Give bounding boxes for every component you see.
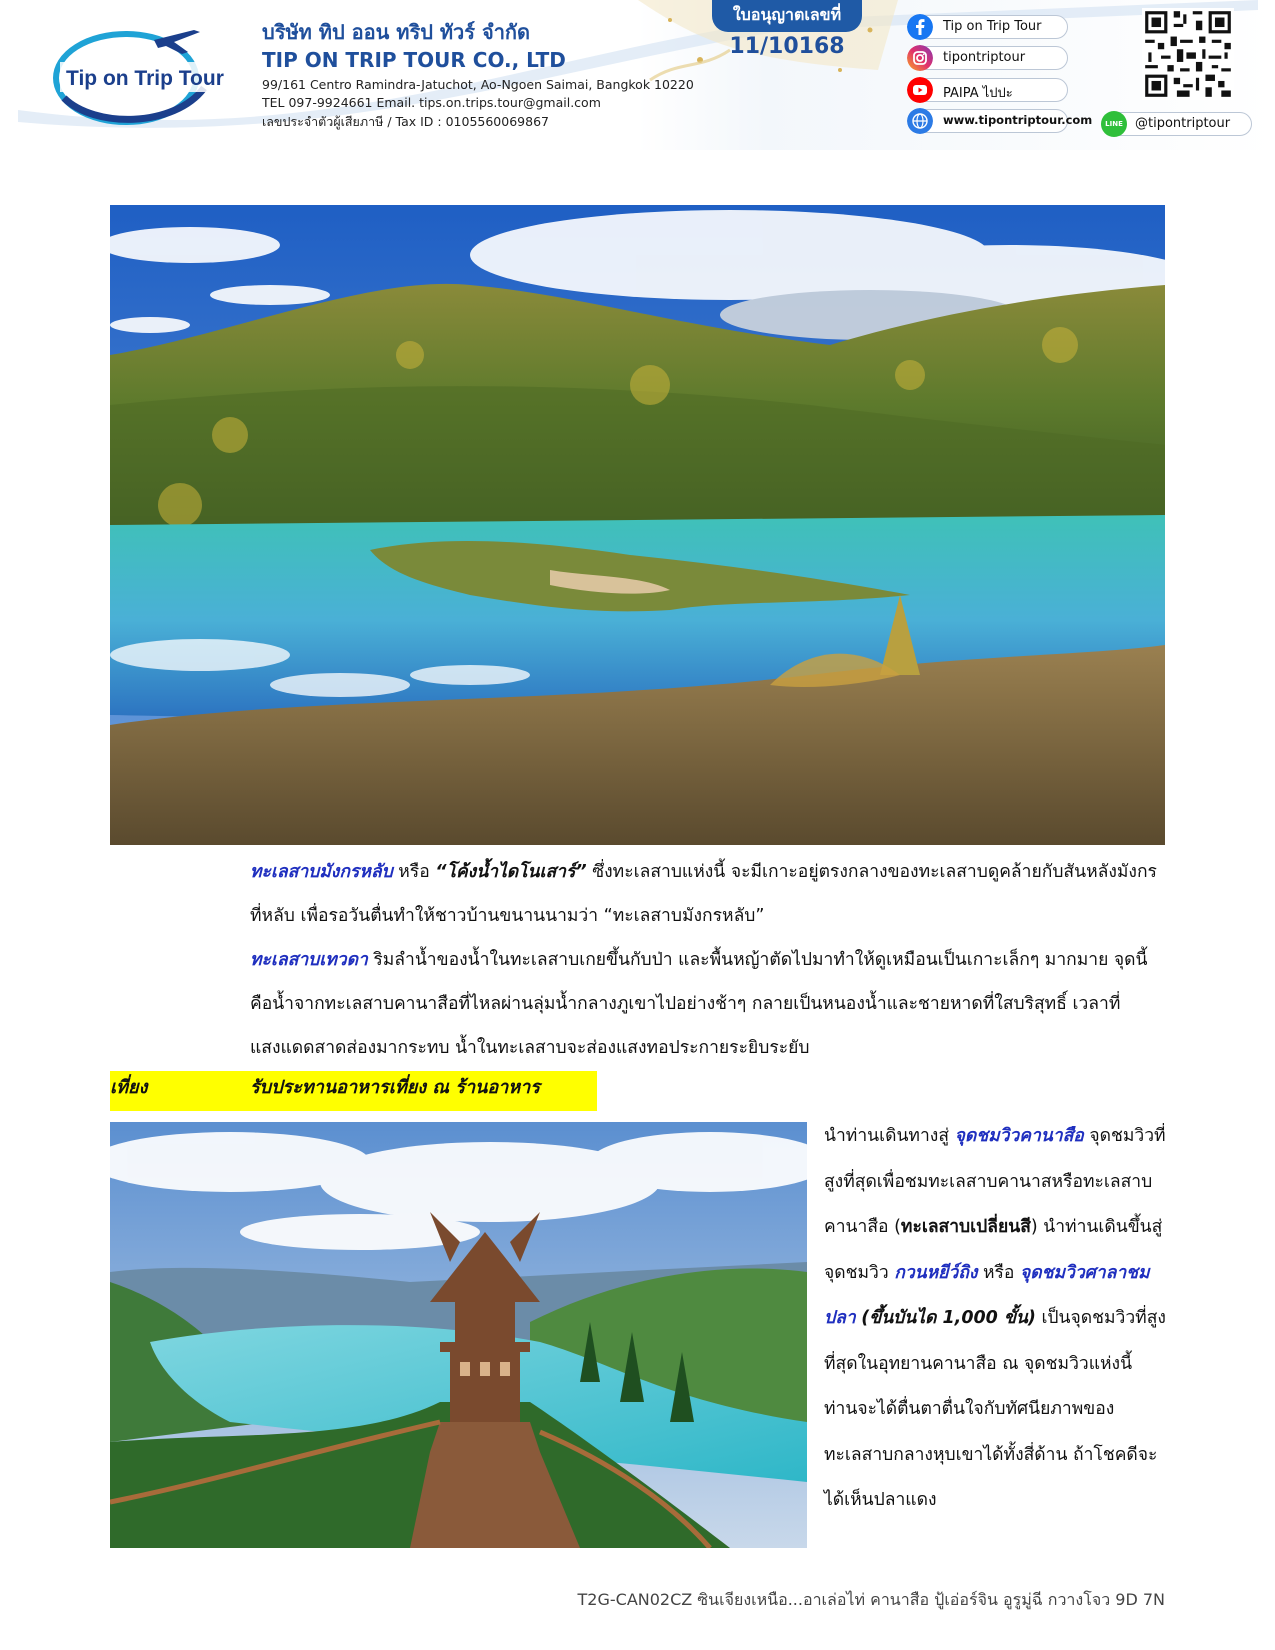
text: ซึ่งทะเลสาบแห่งนี้ จะมีเกาะอยู่ตรงกลางของทะเลสาบดูคล้ายกับสันหลังมังกรที่หลับ เพื่อรอวันตื่นทำให้ชาวบ้านขนานนามว่า “ทะเลสาบมังกรหลับ” bbox=[250, 862, 1157, 926]
text: ) นำท่านเดินขึ้นสู่จุดชมวิว bbox=[824, 1217, 1163, 1283]
text: ริมลำน้ำของน้ำในทะเลสาบเกยขึ้นกับป่า และพื้นหญ้าตัดไปมาทำให้ดูเหมือนเป็นเกาะเล็กๆ มากมาย จุดนี้คือน้ำจากทะเลสาบคานาสือที่ไหลผ่านลุ่มน้ำกลางภูเขาไปอย่างช้าๆ กลายเป็นหนองน้ำและชายหาดที่ใสบริสุทธิ์ เวลาที่แสงแดดสาดส่องมากระทบ น้ำในทะเลสาบจะส่องแสงทอประกายระยิบระยับ bbox=[250, 950, 1148, 1058]
qr-code[interactable] bbox=[1142, 8, 1234, 100]
line-icon: LINE bbox=[1101, 111, 1127, 137]
text: เป็นจุดชมวิวที่สูงที่สุดในอุทยานคานาสือ ณ จุดชมวิวแห่งนี้ ท่านจะได้ตื่นตาตื่นใจกับทัศนียภาพของทะเลสาบกลางหุบเขาได้ทั้งสี่ด้าน ถ้าโชคดีจะได้เห็นปลาแดง bbox=[824, 1308, 1166, 1510]
place-name: ทะเลสาบมังกรหลับ bbox=[250, 862, 393, 882]
place-name: กวนหยีว์ถิง bbox=[894, 1262, 978, 1283]
place-name: ทะเลสาบเทวดา bbox=[250, 950, 368, 970]
footer-tour-code: T2G-CAN02CZ ซินเจียงเหนือ...อาเล่อไท่ คานาสือ ปู้เอ่อร์จิน อูรูมู่ฉี กวางโจว 9D 7N bbox=[577, 1590, 1165, 1609]
photo-kanas-viewpoint-pavilion bbox=[110, 1122, 807, 1548]
company-contact: TEL 097-9924661 Email. tips.on.trips.tour@gmail.com bbox=[262, 95, 601, 110]
license-number: 11/10168 bbox=[729, 34, 845, 59]
facebook-label: Tip on Trip Tour bbox=[943, 19, 1042, 34]
web-icon bbox=[907, 108, 933, 134]
letterhead bbox=[0, 0, 1275, 150]
paragraph-sleeping-dragon-lake bbox=[250, 850, 1165, 938]
text: หรือ bbox=[392, 862, 436, 882]
meal-text: รับประทานอาหารเที่ยง ณ ร้านอาหาร bbox=[250, 1077, 540, 1098]
instagram-link[interactable] bbox=[908, 46, 1068, 70]
website-label: www.tipontriptour.com bbox=[943, 113, 1093, 127]
line-label: @tipontriptour bbox=[1135, 116, 1231, 131]
company-name-english: TIP ON TRIP TOUR CO., LTD bbox=[262, 48, 566, 72]
company-logo bbox=[44, 18, 234, 128]
company-tax-id: เลขประจำตัวผู้เสียภาษี / Tax ID : 0105560069867 bbox=[262, 114, 549, 129]
company-address: 99/161 Centro Ramindra-Jatuchot, Ao-Ngoen Saimai, Bangkok 10220 bbox=[262, 77, 694, 92]
place-alias: “โค้งน้ำไดโนเสาร์” bbox=[435, 862, 587, 882]
instagram-icon bbox=[907, 45, 933, 71]
plane-icon bbox=[154, 30, 200, 54]
photo-sleeping-dragon-lake bbox=[110, 205, 1165, 845]
line-link[interactable] bbox=[1102, 112, 1252, 136]
lake-nickname: ทะเลสาบเปลี่ยนสี bbox=[900, 1217, 1031, 1237]
text: นำท่านเดินทางสู่ bbox=[824, 1126, 955, 1146]
youtube-icon bbox=[907, 77, 933, 103]
instagram-label: tipontriptour bbox=[943, 50, 1026, 65]
facebook-link[interactable] bbox=[908, 15, 1068, 39]
facebook-icon bbox=[907, 14, 933, 40]
meal-label: เที่ยง bbox=[110, 1077, 148, 1098]
company-name-thai: บริษัท ทิป ออน ทริป ทัวร์ จำกัด bbox=[262, 20, 531, 44]
stairs-note: (ขึ้นบันได 1,000 ขั้น) bbox=[861, 1308, 1036, 1328]
place-name: จุดชมวิวศาลาชมปลา bbox=[824, 1262, 1150, 1328]
youtube-label: PAIPA ไปปะ bbox=[943, 86, 1013, 101]
logo-text: Tip on Trip Tour bbox=[66, 67, 224, 90]
text: จุดชมวิวที่สูงที่สุดเพื่อชมทะเลสาบคานาสหรือทะเลสาบคานาสือ ( bbox=[824, 1126, 1166, 1237]
text: หรือ bbox=[977, 1262, 1020, 1283]
youtube-link[interactable] bbox=[908, 78, 1068, 102]
paragraph-fairy-lake bbox=[250, 938, 1165, 1070]
place-name: จุดชมวิวคานาสือ bbox=[954, 1126, 1084, 1146]
website-link[interactable] bbox=[908, 109, 1093, 133]
license-label: ใบอนุญาตเลขที่ bbox=[712, 0, 862, 32]
paragraph-kanas-viewpoint bbox=[824, 1114, 1166, 1524]
